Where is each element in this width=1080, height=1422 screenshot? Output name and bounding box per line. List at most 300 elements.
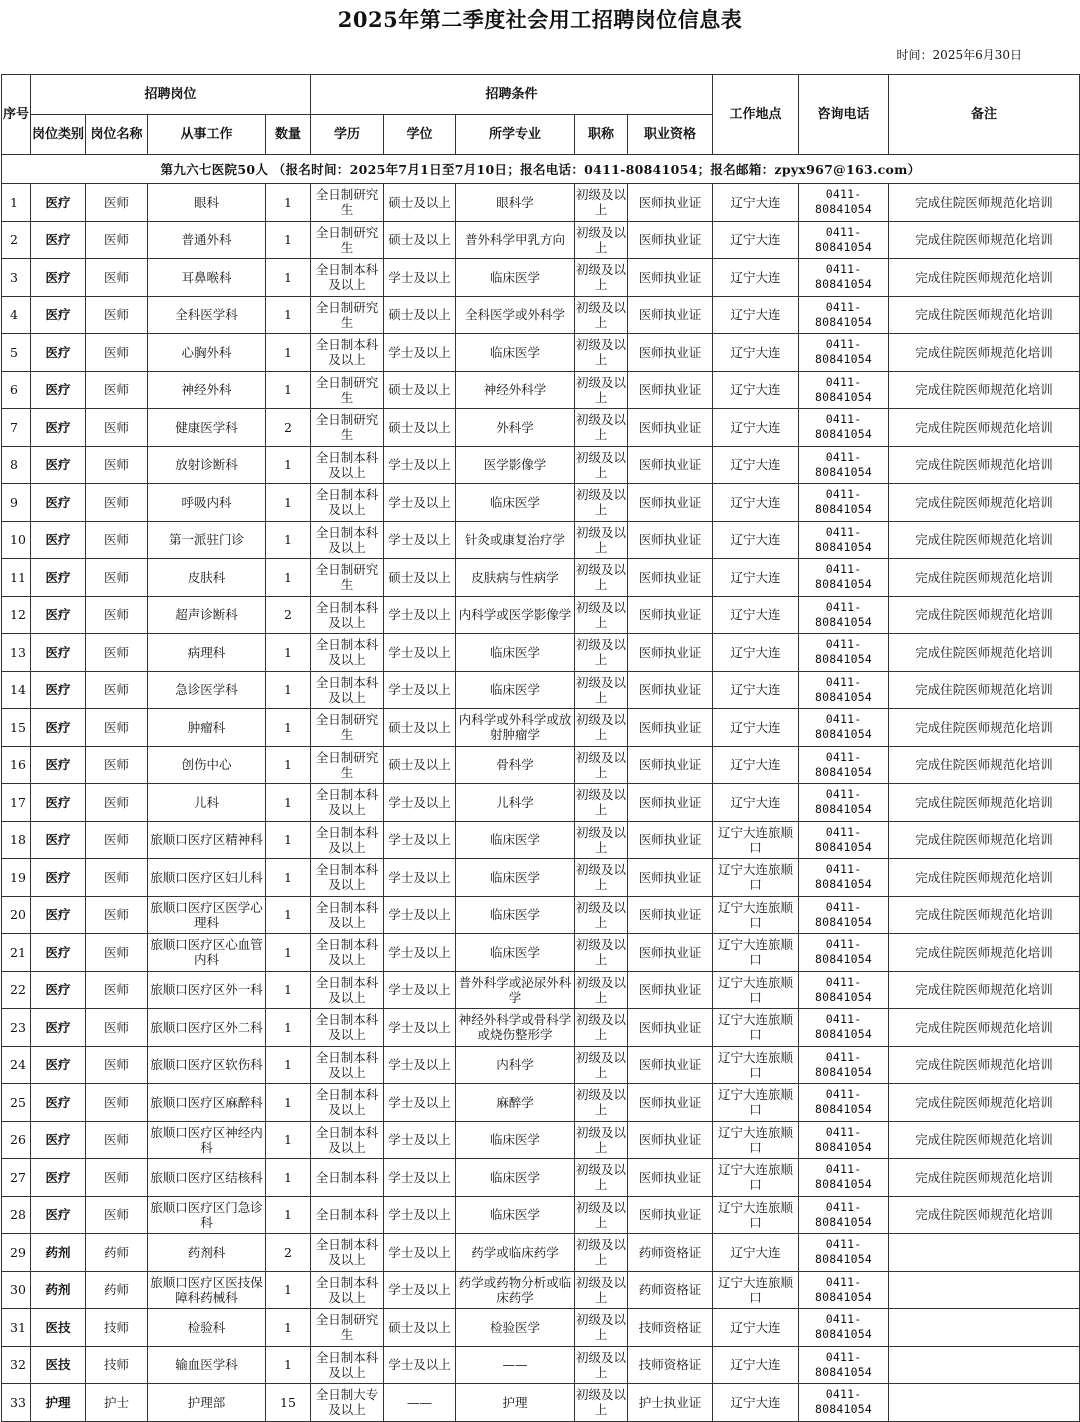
cell-education: 全日制本科及以上	[311, 1271, 384, 1309]
cell-work: 健康医学科	[148, 409, 266, 447]
cell-category: 医疗	[31, 596, 86, 634]
cell-degree: 学士及以上	[384, 1009, 456, 1047]
cell-education: 全日制本科及以上	[311, 634, 384, 672]
cell-degree: 学士及以上	[384, 784, 456, 822]
cell-education: 全日制本科及以上	[311, 334, 384, 372]
cell-work: 放射诊断科	[148, 446, 266, 484]
cell-title-rank: 初级及以上	[575, 221, 628, 259]
cell-count: 1	[266, 221, 311, 259]
cell-remarks: 完成住院医师规范化培训	[889, 821, 1080, 859]
cell-phone: 0411-80841054	[799, 296, 889, 334]
cell-title-rank: 初级及以上	[575, 821, 628, 859]
cell-position-name: 医师	[86, 1159, 148, 1197]
cell-major: 护理	[456, 1384, 575, 1422]
cell-degree: 硕士及以上	[384, 184, 456, 222]
cell-degree: 学士及以上	[384, 1084, 456, 1122]
table-row	[2, 559, 1080, 597]
cell-count: 1	[266, 1009, 311, 1047]
cell-count: 1	[266, 259, 311, 297]
cell-qualification: 医师执业证	[628, 1196, 713, 1234]
cell-education: 全日制本科及以上	[311, 259, 384, 297]
cell-degree: 学士及以上	[384, 971, 456, 1009]
cell-count: 1	[266, 784, 311, 822]
cell-location: 辽宁大连	[713, 709, 799, 747]
table-row	[2, 296, 1080, 334]
table-row	[2, 634, 1080, 672]
cell-qualification: 医师执业证	[628, 446, 713, 484]
cell-location: 辽宁大连旅顺口	[713, 821, 799, 859]
table-row	[2, 1009, 1080, 1047]
cell-count: 1	[266, 896, 311, 934]
cell-remarks: 完成住院医师规范化培训	[889, 184, 1080, 222]
cell-degree: 硕士及以上	[384, 371, 456, 409]
cell-phone: 0411-80841054	[799, 746, 889, 784]
cell-count: 2	[266, 409, 311, 447]
cell-category: 医疗	[31, 1009, 86, 1047]
cell-category: 医技	[31, 1309, 86, 1347]
cell-major: 临床医学	[456, 934, 575, 972]
cell-index: 11	[2, 559, 31, 597]
cell-qualification: 医师执业证	[628, 746, 713, 784]
cell-phone: 0411-80841054	[799, 521, 889, 559]
cell-major: 神经外科学或骨科学或烧伤整形学	[456, 1009, 575, 1047]
cell-phone: 0411-80841054	[799, 1309, 889, 1347]
cell-count: 1	[266, 371, 311, 409]
cell-location: 辽宁大连	[713, 1234, 799, 1272]
cell-major: 临床医学	[456, 259, 575, 297]
table-row	[2, 971, 1080, 1009]
cell-remarks: 完成住院医师规范化培训	[889, 784, 1080, 822]
cell-count: 15	[266, 1384, 311, 1422]
cell-location: 辽宁大连旅顺口	[713, 1159, 799, 1197]
cell-position-name: 医师	[86, 784, 148, 822]
cell-index: 8	[2, 446, 31, 484]
cell-location: 辽宁大连	[713, 334, 799, 372]
cell-qualification: 医师执业证	[628, 1046, 713, 1084]
cell-qualification: 技师资格证	[628, 1309, 713, 1347]
cell-index: 26	[2, 1121, 31, 1159]
cell-work: 皮肤科	[148, 559, 266, 597]
cell-work: 急诊医学科	[148, 671, 266, 709]
cell-index: 12	[2, 596, 31, 634]
cell-location: 辽宁大连	[713, 446, 799, 484]
cell-qualification: 医师执业证	[628, 971, 713, 1009]
cell-qualification: 医师执业证	[628, 596, 713, 634]
cell-phone: 0411-80841054	[799, 1384, 889, 1422]
cell-qualification: 医师执业证	[628, 934, 713, 972]
cell-phone: 0411-80841054	[799, 1084, 889, 1122]
cell-remarks: 完成住院医师规范化培训	[889, 334, 1080, 372]
cell-title-rank: 初级及以上	[575, 1046, 628, 1084]
page-title: 2025年第二季度社会用工招聘岗位信息表	[337, 7, 743, 32]
cell-remarks	[889, 1271, 1080, 1309]
cell-title-rank: 初级及以上	[575, 709, 628, 747]
cell-major: 临床医学	[456, 859, 575, 897]
cell-category: 护理	[31, 1384, 86, 1422]
cell-remarks: 完成住院医师规范化培训	[889, 296, 1080, 334]
cell-qualification: 医师执业证	[628, 221, 713, 259]
cell-position-name: 医师	[86, 409, 148, 447]
cell-position-name: 医师	[86, 671, 148, 709]
cell-location: 辽宁大连旅顺口	[713, 1009, 799, 1047]
cell-position-name: 医师	[86, 971, 148, 1009]
cell-position-name: 医师	[86, 296, 148, 334]
cell-major: 内科学或外科学或放射肿瘤学	[456, 709, 575, 747]
cell-position-name: 医师	[86, 259, 148, 297]
cell-category: 医疗	[31, 446, 86, 484]
cell-education: 全日制研究生	[311, 221, 384, 259]
cell-position-name: 医师	[86, 1084, 148, 1122]
cell-education: 全日制研究生	[311, 559, 384, 597]
header-degree: 学位	[384, 115, 456, 155]
cell-qualification: 医师执业证	[628, 334, 713, 372]
cell-degree: 学士及以上	[384, 596, 456, 634]
cell-title-rank: 初级及以上	[575, 746, 628, 784]
cell-phone: 0411-80841054	[799, 371, 889, 409]
cell-count: 2	[266, 1234, 311, 1272]
cell-category: 医疗	[31, 1121, 86, 1159]
cell-qualification: 医师执业证	[628, 634, 713, 672]
cell-qualification: 医师执业证	[628, 521, 713, 559]
cell-education: 全日制本科及以上	[311, 1046, 384, 1084]
cell-degree: 学士及以上	[384, 484, 456, 522]
cell-index: 18	[2, 821, 31, 859]
cell-position-name: 医师	[86, 521, 148, 559]
cell-index: 21	[2, 934, 31, 972]
cell-qualification: 医师执业证	[628, 371, 713, 409]
cell-phone: 0411-80841054	[799, 784, 889, 822]
table-row	[2, 1271, 1080, 1309]
cell-position-name: 医师	[86, 559, 148, 597]
cell-major: 骨科学	[456, 746, 575, 784]
cell-qualification: 医师执业证	[628, 821, 713, 859]
cell-degree: 学士及以上	[384, 1346, 456, 1384]
cell-remarks: 完成住院医师规范化培训	[889, 596, 1080, 634]
table-row	[2, 934, 1080, 972]
cell-index: 13	[2, 634, 31, 672]
cell-education: 全日制本科及以上	[311, 446, 384, 484]
cell-remarks	[889, 1346, 1080, 1384]
cell-remarks: 完成住院医师规范化培训	[889, 446, 1080, 484]
cell-count: 1	[266, 1346, 311, 1384]
table-row	[2, 221, 1080, 259]
cell-position-name: 医师	[86, 1009, 148, 1047]
cell-category: 医疗	[31, 259, 86, 297]
cell-count: 1	[266, 1046, 311, 1084]
cell-education: 全日制本科及以上	[311, 521, 384, 559]
cell-qualification: 护士执业证	[628, 1384, 713, 1422]
cell-position-name: 医师	[86, 446, 148, 484]
table-row	[2, 896, 1080, 934]
cell-category: 医技	[31, 1346, 86, 1384]
cell-remarks	[889, 1384, 1080, 1422]
cell-phone: 0411-80841054	[799, 1196, 889, 1234]
cell-index: 32	[2, 1346, 31, 1384]
table-row	[2, 709, 1080, 747]
table-row	[2, 409, 1080, 447]
cell-remarks: 完成住院医师规范化培训	[889, 409, 1080, 447]
cell-degree: 硕士及以上	[384, 559, 456, 597]
cell-education: 全日制本科	[311, 1196, 384, 1234]
cell-position-name: 技师	[86, 1346, 148, 1384]
table-row	[2, 259, 1080, 297]
cell-category: 医疗	[31, 409, 86, 447]
cell-phone: 0411-80841054	[799, 259, 889, 297]
cell-position-name: 医师	[86, 1046, 148, 1084]
cell-category: 医疗	[31, 934, 86, 972]
cell-work: 护理部	[148, 1384, 266, 1422]
cell-remarks: 完成住院医师规范化培训	[889, 559, 1080, 597]
cell-remarks: 完成住院医师规范化培训	[889, 1084, 1080, 1122]
cell-degree: 硕士及以上	[384, 709, 456, 747]
cell-education: 全日制研究生	[311, 296, 384, 334]
cell-remarks: 完成住院医师规范化培训	[889, 746, 1080, 784]
cell-major: 药学或临床药学	[456, 1234, 575, 1272]
cell-degree: 硕士及以上	[384, 409, 456, 447]
cell-qualification: 医师执业证	[628, 1084, 713, 1122]
cell-work: 耳鼻喉科	[148, 259, 266, 297]
cell-degree: ——	[384, 1384, 456, 1422]
cell-location: 辽宁大连	[713, 371, 799, 409]
cell-count: 1	[266, 184, 311, 222]
cell-category: 医疗	[31, 334, 86, 372]
cell-position-name: 医师	[86, 371, 148, 409]
cell-position-name: 医师	[86, 1196, 148, 1234]
cell-work: 药剂科	[148, 1234, 266, 1272]
cell-work: 旅顺口医疗区结核科	[148, 1159, 266, 1197]
cell-title-rank: 初级及以上	[575, 296, 628, 334]
cell-title-rank: 初级及以上	[575, 634, 628, 672]
cell-location: 辽宁大连	[713, 484, 799, 522]
cell-major: 普外科学甲乳方向	[456, 221, 575, 259]
cell-degree: 硕士及以上	[384, 221, 456, 259]
cell-position-name: 医师	[86, 821, 148, 859]
cell-category: 医疗	[31, 821, 86, 859]
cell-education: 全日制研究生	[311, 371, 384, 409]
cell-title-rank: 初级及以上	[575, 896, 628, 934]
cell-title-rank: 初级及以上	[575, 409, 628, 447]
cell-degree: 学士及以上	[384, 671, 456, 709]
cell-work: 旅顺口医疗区心血管内科	[148, 934, 266, 972]
cell-title-rank: 初级及以上	[575, 1121, 628, 1159]
cell-position-name: 药师	[86, 1234, 148, 1272]
cell-count: 1	[266, 559, 311, 597]
cell-phone: 0411-80841054	[799, 1234, 889, 1272]
header-qualification: 职业资格	[628, 115, 713, 155]
cell-count: 1	[266, 334, 311, 372]
cell-title-rank: 初级及以上	[575, 334, 628, 372]
cell-count: 1	[266, 746, 311, 784]
cell-count: 1	[266, 1196, 311, 1234]
cell-phone: 0411-80841054	[799, 1346, 889, 1384]
cell-major: 外科学	[456, 409, 575, 447]
cell-title-rank: 初级及以上	[575, 1009, 628, 1047]
cell-position-name: 药师	[86, 1271, 148, 1309]
cell-degree: 硕士及以上	[384, 1309, 456, 1347]
cell-major: 神经外科学	[456, 371, 575, 409]
cell-category: 医疗	[31, 521, 86, 559]
table-row	[2, 371, 1080, 409]
cell-education: 全日制研究生	[311, 709, 384, 747]
cell-category: 药剂	[31, 1234, 86, 1272]
cell-index: 5	[2, 334, 31, 372]
cell-index: 7	[2, 409, 31, 447]
cell-index: 10	[2, 521, 31, 559]
cell-count: 1	[266, 821, 311, 859]
cell-position-name: 医师	[86, 859, 148, 897]
cell-title-rank: 初级及以上	[575, 596, 628, 634]
cell-location: 辽宁大连旅顺口	[713, 1121, 799, 1159]
table-row	[2, 1196, 1080, 1234]
cell-qualification: 医师执业证	[628, 259, 713, 297]
cell-remarks: 完成住院医师规范化培训	[889, 1009, 1080, 1047]
cell-remarks: 完成住院医师规范化培训	[889, 671, 1080, 709]
cell-category: 医疗	[31, 1084, 86, 1122]
cell-position-name: 护士	[86, 1384, 148, 1422]
cell-education: 全日制本科及以上	[311, 1346, 384, 1384]
cell-category: 医疗	[31, 221, 86, 259]
cell-count: 1	[266, 1271, 311, 1309]
cell-degree: 学士及以上	[384, 1196, 456, 1234]
header-group-position: 招聘岗位	[31, 75, 311, 115]
cell-remarks: 完成住院医师规范化培训	[889, 259, 1080, 297]
cell-index: 23	[2, 1009, 31, 1047]
table-row	[2, 521, 1080, 559]
cell-major: 临床医学	[456, 484, 575, 522]
cell-location: 辽宁大连	[713, 634, 799, 672]
cell-position-name: 医师	[86, 634, 148, 672]
cell-position-name: 医师	[86, 221, 148, 259]
cell-qualification: 药师资格证	[628, 1234, 713, 1272]
cell-count: 1	[266, 484, 311, 522]
cell-major: ——	[456, 1346, 575, 1384]
cell-category: 医疗	[31, 784, 86, 822]
cell-work: 普通外科	[148, 221, 266, 259]
cell-count: 1	[266, 634, 311, 672]
table-row	[2, 671, 1080, 709]
cell-phone: 0411-80841054	[799, 446, 889, 484]
cell-phone: 0411-80841054	[799, 334, 889, 372]
cell-count: 1	[266, 671, 311, 709]
cell-category: 医疗	[31, 1159, 86, 1197]
cell-category: 医疗	[31, 559, 86, 597]
cell-remarks: 完成住院医师规范化培训	[889, 709, 1080, 747]
cell-index: 1	[2, 184, 31, 222]
cell-degree: 学士及以上	[384, 1159, 456, 1197]
cell-location: 辽宁大连旅顺口	[713, 934, 799, 972]
cell-education: 全日制本科及以上	[311, 1234, 384, 1272]
cell-position-name: 医师	[86, 334, 148, 372]
cell-title-rank: 初级及以上	[575, 1196, 628, 1234]
cell-major: 皮肤病与性病学	[456, 559, 575, 597]
cell-work: 创伤中心	[148, 746, 266, 784]
cell-category: 医疗	[31, 296, 86, 334]
cell-remarks: 完成住院医师规范化培训	[889, 1159, 1080, 1197]
cell-education: 全日制本科及以上	[311, 971, 384, 1009]
cell-remarks: 完成住院医师规范化培训	[889, 484, 1080, 522]
table-row	[2, 746, 1080, 784]
cell-title-rank: 初级及以上	[575, 859, 628, 897]
cell-remarks: 完成住院医师规范化培训	[889, 934, 1080, 972]
cell-index: 33	[2, 1384, 31, 1422]
cell-major: 临床医学	[456, 1159, 575, 1197]
cell-count: 2	[266, 596, 311, 634]
cell-location: 辽宁大连	[713, 746, 799, 784]
cell-count: 1	[266, 709, 311, 747]
cell-degree: 学士及以上	[384, 1234, 456, 1272]
cell-index: 19	[2, 859, 31, 897]
table-row	[2, 1346, 1080, 1384]
recruitment-table	[1, 74, 1080, 1422]
cell-education: 全日制本科及以上	[311, 484, 384, 522]
cell-remarks: 完成住院医师规范化培训	[889, 1121, 1080, 1159]
cell-count: 1	[266, 1121, 311, 1159]
cell-phone: 0411-80841054	[799, 1271, 889, 1309]
cell-work: 旅顺口医疗区软伤科	[148, 1046, 266, 1084]
cell-category: 医疗	[31, 859, 86, 897]
cell-degree: 学士及以上	[384, 259, 456, 297]
cell-major: 针灸或康复治疗学	[456, 521, 575, 559]
cell-title-rank: 初级及以上	[575, 1159, 628, 1197]
cell-remarks: 完成住院医师规范化培训	[889, 634, 1080, 672]
cell-major: 全科医学或外科学	[456, 296, 575, 334]
cell-phone: 0411-80841054	[799, 634, 889, 672]
cell-phone: 0411-80841054	[799, 409, 889, 447]
cell-phone: 0411-80841054	[799, 1121, 889, 1159]
cell-major: 临床医学	[456, 821, 575, 859]
cell-location: 辽宁大连旅顺口	[713, 1084, 799, 1122]
cell-degree: 学士及以上	[384, 634, 456, 672]
cell-phone: 0411-80841054	[799, 559, 889, 597]
cell-remarks: 完成住院医师规范化培训	[889, 521, 1080, 559]
header-work: 从事工作	[148, 115, 266, 155]
cell-phone: 0411-80841054	[799, 1046, 889, 1084]
cell-location: 辽宁大连	[713, 671, 799, 709]
cell-category: 医疗	[31, 746, 86, 784]
header-location: 工作地点	[713, 75, 799, 155]
cell-index: 28	[2, 1196, 31, 1234]
cell-position-name: 医师	[86, 896, 148, 934]
cell-title-rank: 初级及以上	[575, 671, 628, 709]
cell-major: 检验医学	[456, 1309, 575, 1347]
cell-position-name: 医师	[86, 484, 148, 522]
cell-degree: 学士及以上	[384, 521, 456, 559]
cell-title-rank: 初级及以上	[575, 446, 628, 484]
cell-major: 临床医学	[456, 334, 575, 372]
cell-location: 辽宁大连	[713, 221, 799, 259]
cell-qualification: 药师资格证	[628, 1271, 713, 1309]
cell-qualification: 医师执业证	[628, 559, 713, 597]
cell-education: 全日制本科及以上	[311, 821, 384, 859]
cell-title-rank: 初级及以上	[575, 559, 628, 597]
table-row	[2, 1121, 1080, 1159]
cell-work: 眼科	[148, 184, 266, 222]
header-position-name: 岗位名称	[86, 115, 148, 155]
cell-count: 1	[266, 521, 311, 559]
cell-remarks: 完成住院医师规范化培训	[889, 1046, 1080, 1084]
cell-location: 辽宁大连	[713, 184, 799, 222]
cell-work: 全科医学科	[148, 296, 266, 334]
table-row	[2, 484, 1080, 522]
cell-index: 27	[2, 1159, 31, 1197]
cell-major: 临床医学	[456, 671, 575, 709]
header-count: 数量	[266, 115, 311, 155]
cell-location: 辽宁大连	[713, 521, 799, 559]
cell-qualification: 技师资格证	[628, 1346, 713, 1384]
cell-category: 医疗	[31, 1046, 86, 1084]
cell-position-name: 医师	[86, 709, 148, 747]
header-index: 序号	[2, 75, 31, 155]
